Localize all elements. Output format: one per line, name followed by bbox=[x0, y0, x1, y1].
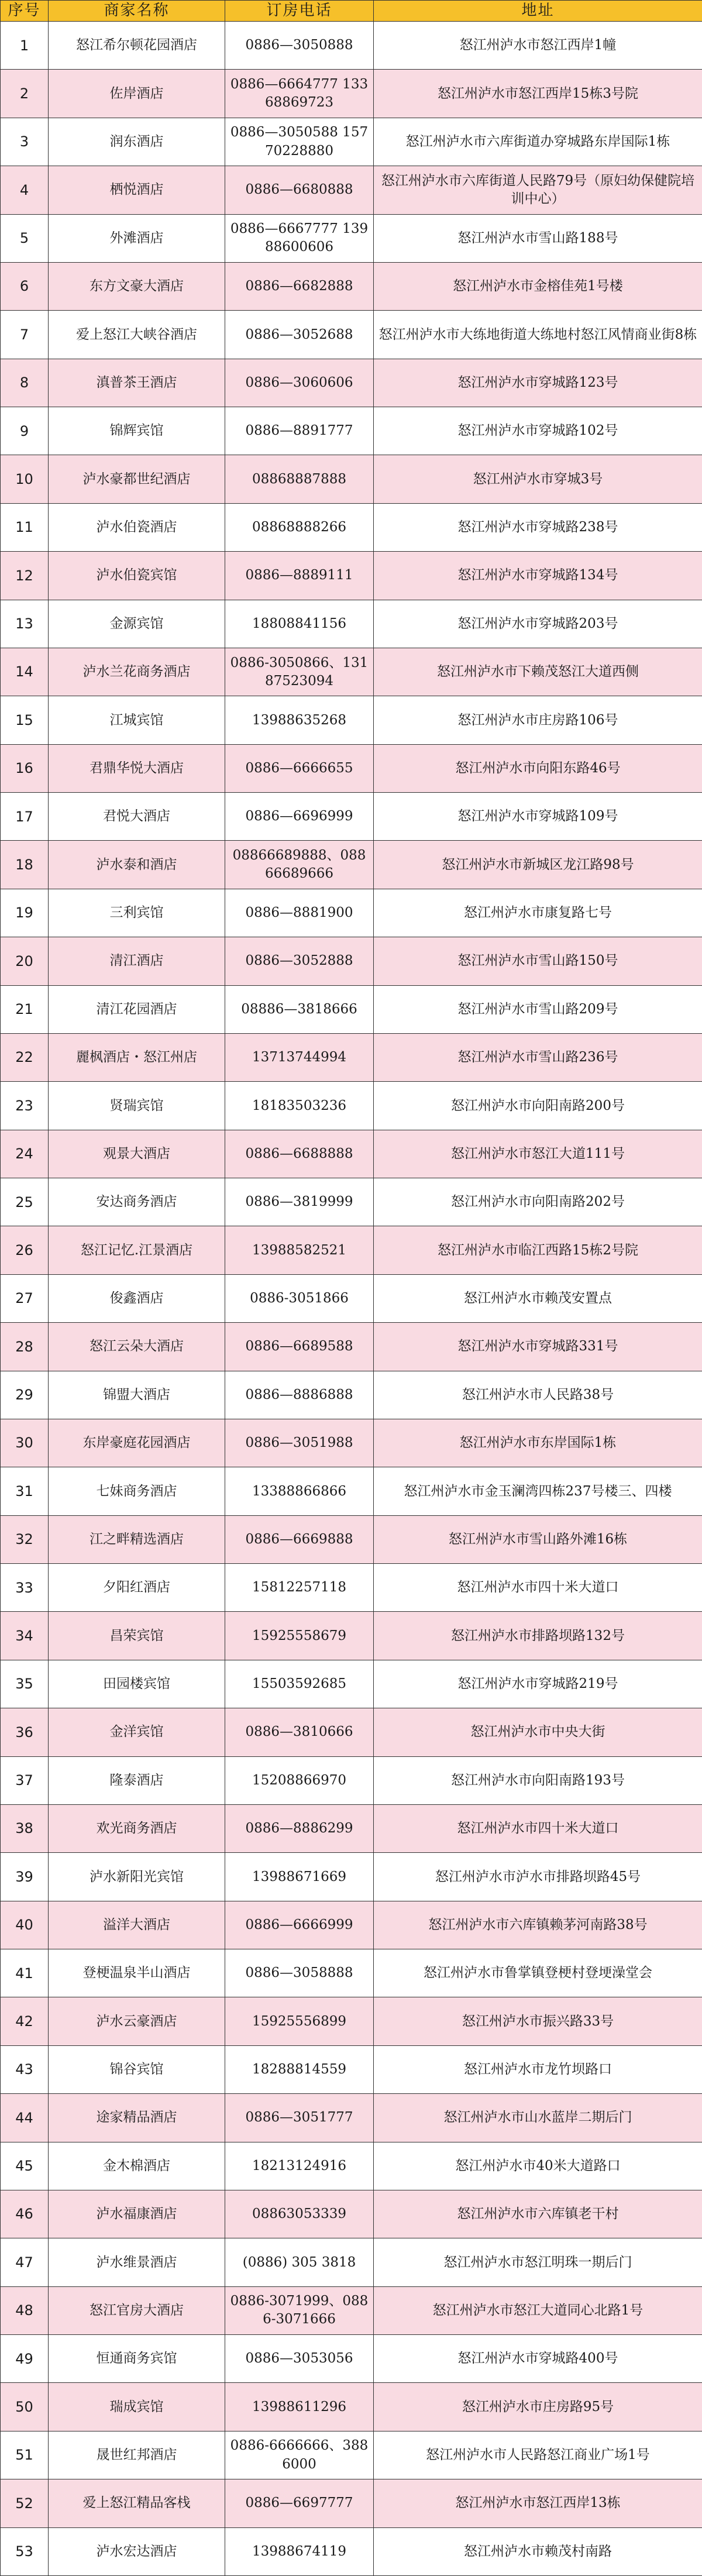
cell-phone: 13988611296 bbox=[225, 2383, 374, 2431]
table-row bbox=[1, 985, 702, 1033]
table-row bbox=[1, 2142, 702, 2190]
cell-address: 怒江州泸水市怒江西岸1幢 bbox=[374, 22, 702, 70]
cell-name: 佐岸酒店 bbox=[49, 70, 225, 118]
cell-name: 爱上怒江大峡谷酒店 bbox=[49, 311, 225, 359]
table-row bbox=[1, 1997, 702, 2045]
cell-name: 登梗温泉半山酒店 bbox=[49, 1949, 225, 1997]
cell-seq: 7 bbox=[1, 311, 49, 359]
cell-name: 清江花园酒店 bbox=[49, 985, 225, 1033]
cell-phone: 13988671669 bbox=[225, 1853, 374, 1901]
cell-name: 君悦大酒店 bbox=[49, 793, 225, 841]
table-row bbox=[1, 2335, 702, 2383]
table-row bbox=[1, 359, 702, 407]
cell-address: 怒江州泸水市雪山路188号 bbox=[374, 214, 702, 262]
table-row bbox=[1, 22, 702, 70]
cell-seq: 33 bbox=[1, 1564, 49, 1612]
cell-name: 怒江云朵大酒店 bbox=[49, 1323, 225, 1371]
table-header bbox=[1, 1, 702, 22]
cell-address: 怒江州泸水市雪山路209号 bbox=[374, 985, 702, 1033]
cell-seq: 8 bbox=[1, 359, 49, 407]
cell-name: 泸水维景酒店 bbox=[49, 2238, 225, 2286]
cell-seq: 14 bbox=[1, 648, 49, 696]
cell-phone: 08863053339 bbox=[225, 2190, 374, 2238]
cell-name: 晟世红邦酒店 bbox=[49, 2431, 225, 2479]
cell-phone: 0886-6666666、3886000 bbox=[225, 2431, 374, 2479]
cell-address: 怒江州泸水市东岸国际1栋 bbox=[374, 1419, 702, 1467]
cell-address: 怒江州泸水市新城区龙江路98号 bbox=[374, 841, 702, 889]
table-row bbox=[1, 166, 702, 214]
table-row bbox=[1, 1949, 702, 1997]
header-address: 地址 bbox=[374, 1, 702, 22]
cell-name: 江城宾馆 bbox=[49, 696, 225, 744]
cell-name: 安达商务酒店 bbox=[49, 1178, 225, 1226]
cell-seq: 29 bbox=[1, 1371, 49, 1419]
cell-name: 泸水伯瓷宾馆 bbox=[49, 552, 225, 600]
table-row bbox=[1, 262, 702, 310]
cell-seq: 15 bbox=[1, 696, 49, 744]
table-row bbox=[1, 1612, 702, 1660]
table-row bbox=[1, 1323, 702, 1371]
cell-address: 怒江州泸水市向阳东路46号 bbox=[374, 744, 702, 792]
cell-phone: 18288814559 bbox=[225, 2045, 374, 2093]
cell-seq: 2 bbox=[1, 70, 49, 118]
table-row bbox=[1, 600, 702, 648]
table-row bbox=[1, 648, 702, 696]
cell-address: 怒江州泸水市穿城路123号 bbox=[374, 359, 702, 407]
cell-seq: 31 bbox=[1, 1467, 49, 1515]
cell-phone: 0886—6666655 bbox=[225, 744, 374, 792]
table-row bbox=[1, 1419, 702, 1467]
cell-address: 怒江州泸水市下赖茂怒江大道西侧 bbox=[374, 648, 702, 696]
cell-address: 怒江州泸水市鲁掌镇登梗村登埂澡堂会 bbox=[374, 1949, 702, 1997]
cell-phone: 0886—6697777 bbox=[225, 2479, 374, 2527]
cell-phone: 0886—3819999 bbox=[225, 1178, 374, 1226]
cell-seq: 47 bbox=[1, 2238, 49, 2286]
cell-name: 金源宾馆 bbox=[49, 600, 225, 648]
cell-seq: 42 bbox=[1, 1997, 49, 2045]
table-row bbox=[1, 889, 702, 937]
cell-phone: 0886—3052888 bbox=[225, 937, 374, 985]
cell-address: 怒江州泸水市穿城路238号 bbox=[374, 503, 702, 551]
cell-phone: (0886) 305 3818 bbox=[225, 2238, 374, 2286]
table-row bbox=[1, 1033, 702, 1081]
cell-phone: 0886—3053056 bbox=[225, 2335, 374, 2383]
cell-seq: 43 bbox=[1, 2045, 49, 2093]
cell-name: 泸水宏达酒店 bbox=[49, 2527, 225, 2575]
cell-name: 金木棉酒店 bbox=[49, 2142, 225, 2190]
cell-name: 锦谷宾馆 bbox=[49, 2045, 225, 2093]
cell-address: 怒江州泸水市人民路38号 bbox=[374, 1371, 702, 1419]
table-row bbox=[1, 2045, 702, 2093]
cell-address: 怒江州泸水市振兴路33号 bbox=[374, 1997, 702, 2045]
cell-name: 昌荣宾馆 bbox=[49, 1612, 225, 1660]
cell-seq: 34 bbox=[1, 1612, 49, 1660]
cell-phone: 0886—8886299 bbox=[225, 1804, 374, 1852]
cell-name: 泸水豪都世纪酒店 bbox=[49, 455, 225, 503]
cell-name: 润东酒店 bbox=[49, 118, 225, 166]
cell-seq: 53 bbox=[1, 2527, 49, 2575]
cell-name: 锦盟大酒店 bbox=[49, 1371, 225, 1419]
cell-name: 君鼎华悦大酒店 bbox=[49, 744, 225, 792]
cell-phone: 08868887888 bbox=[225, 455, 374, 503]
cell-phone: 13988674119 bbox=[225, 2527, 374, 2575]
cell-seq: 9 bbox=[1, 407, 49, 455]
cell-address: 怒江州泸水市六库镇赖茅河南路38号 bbox=[374, 1901, 702, 1949]
cell-name: 贤瑞宾馆 bbox=[49, 1082, 225, 1130]
cell-phone: 0886—6666999 bbox=[225, 1901, 374, 1949]
cell-seq: 16 bbox=[1, 744, 49, 792]
cell-name: 滇普茶王酒店 bbox=[49, 359, 225, 407]
cell-seq: 19 bbox=[1, 889, 49, 937]
table-row bbox=[1, 744, 702, 792]
cell-address: 怒江州泸水市六库街道办穿城路东岸国际1栋 bbox=[374, 118, 702, 166]
table-row bbox=[1, 214, 702, 262]
cell-seq: 32 bbox=[1, 1515, 49, 1563]
table-row bbox=[1, 937, 702, 985]
cell-address: 怒江州泸水市穿城路400号 bbox=[374, 2335, 702, 2383]
table-row bbox=[1, 1660, 702, 1708]
table-row bbox=[1, 793, 702, 841]
cell-name: 锦辉宾馆 bbox=[49, 407, 225, 455]
table-row bbox=[1, 1371, 702, 1419]
cell-name: 观景大酒店 bbox=[49, 1130, 225, 1178]
cell-name: 爱上怒江精品客栈 bbox=[49, 2479, 225, 2527]
cell-seq: 28 bbox=[1, 1323, 49, 1371]
cell-address: 怒江州泸水市穿城路109号 bbox=[374, 793, 702, 841]
cell-address: 怒江州泸水市大练地街道大练地村怒江风情商业街8栋 bbox=[374, 311, 702, 359]
cell-seq: 11 bbox=[1, 503, 49, 551]
cell-seq: 12 bbox=[1, 552, 49, 600]
cell-address: 怒江州泸水市穿城路102号 bbox=[374, 407, 702, 455]
cell-phone: 15812257118 bbox=[225, 1564, 374, 1612]
cell-name: 东方文豪大酒店 bbox=[49, 262, 225, 310]
table-row bbox=[1, 1274, 702, 1322]
cell-seq: 36 bbox=[1, 1708, 49, 1756]
cell-seq: 49 bbox=[1, 2335, 49, 2383]
cell-seq: 37 bbox=[1, 1756, 49, 1804]
cell-address: 怒江州泸水市金榕佳苑1号楼 bbox=[374, 262, 702, 310]
cell-name: 田园楼宾馆 bbox=[49, 1660, 225, 1708]
cell-phone: 0886—3058888 bbox=[225, 1949, 374, 1997]
table-row bbox=[1, 70, 702, 118]
cell-address: 怒江州泸水市六库街道人民路79号（原妇幼保健院培训中心） bbox=[374, 166, 702, 214]
cell-name: 泸水泰和酒店 bbox=[49, 841, 225, 889]
cell-phone: 0886-3050866、13187523094 bbox=[225, 648, 374, 696]
cell-phone: 13988635268 bbox=[225, 696, 374, 744]
cell-address: 怒江州泸水市临江西路15栋2号院 bbox=[374, 1226, 702, 1274]
cell-address: 怒江州泸水市山水蓝岸二期后门 bbox=[374, 2094, 702, 2142]
cell-phone: 15925556899 bbox=[225, 1997, 374, 2045]
cell-address: 怒江州泸水市庄房路106号 bbox=[374, 696, 702, 744]
cell-address: 怒江州泸水市金玉澜湾四栋237号楼三、四楼 bbox=[374, 1467, 702, 1515]
table-row bbox=[1, 1226, 702, 1274]
cell-seq: 44 bbox=[1, 2094, 49, 2142]
table-row bbox=[1, 2238, 702, 2286]
table-row bbox=[1, 1708, 702, 1756]
cell-seq: 51 bbox=[1, 2431, 49, 2479]
cell-phone: 13388866866 bbox=[225, 1467, 374, 1515]
cell-name: 怒江官房大酒店 bbox=[49, 2286, 225, 2334]
cell-phone: 0886—3050588 15770228880 bbox=[225, 118, 374, 166]
cell-seq: 45 bbox=[1, 2142, 49, 2190]
table-row bbox=[1, 841, 702, 889]
cell-seq: 38 bbox=[1, 1804, 49, 1852]
cell-phone: 0886—6669888 bbox=[225, 1515, 374, 1563]
cell-address: 怒江州泸水市庄房路95号 bbox=[374, 2383, 702, 2431]
table-row bbox=[1, 2286, 702, 2334]
cell-seq: 52 bbox=[1, 2479, 49, 2527]
table-body bbox=[1, 22, 702, 2576]
cell-name: 金洋宾馆 bbox=[49, 1708, 225, 1756]
cell-name: 怒江记忆.江景酒店 bbox=[49, 1226, 225, 1274]
cell-name: 途家精品酒店 bbox=[49, 2094, 225, 2142]
cell-address: 怒江州泸水市泸水市排路坝路45号 bbox=[374, 1853, 702, 1901]
cell-address: 怒江州泸水市赖茂村南路 bbox=[374, 2527, 702, 2575]
cell-name: 泸水云豪酒店 bbox=[49, 1997, 225, 2045]
cell-address: 怒江州泸水市雪山路150号 bbox=[374, 937, 702, 985]
cell-phone: 0886—3810666 bbox=[225, 1708, 374, 1756]
cell-address: 怒江州泸水市人民路怒江商业广场1号 bbox=[374, 2431, 702, 2479]
table-row bbox=[1, 1130, 702, 1178]
cell-address: 怒江州泸水市向阳南路193号 bbox=[374, 1756, 702, 1804]
cell-name: 怒江希尔顿花园酒店 bbox=[49, 22, 225, 70]
cell-name: 泸水伯瓷酒店 bbox=[49, 503, 225, 551]
cell-phone: 0886—8881900 bbox=[225, 889, 374, 937]
cell-address: 怒江州泸水市四十米大道口 bbox=[374, 1804, 702, 1852]
cell-seq: 18 bbox=[1, 841, 49, 889]
table-row bbox=[1, 1853, 702, 1901]
cell-name: 俊鑫酒店 bbox=[49, 1274, 225, 1322]
cell-seq: 1 bbox=[1, 22, 49, 70]
cell-seq: 48 bbox=[1, 2286, 49, 2334]
cell-seq: 35 bbox=[1, 1660, 49, 1708]
table-row bbox=[1, 1178, 702, 1226]
cell-phone: 0886—6680888 bbox=[225, 166, 374, 214]
cell-name: 三利宾馆 bbox=[49, 889, 225, 937]
cell-address: 怒江州泸水市雪山路外滩16栋 bbox=[374, 1515, 702, 1563]
table-row bbox=[1, 1804, 702, 1852]
cell-phone: 0886—6688888 bbox=[225, 1130, 374, 1178]
cell-phone: 0886—8889111 bbox=[225, 552, 374, 600]
cell-address: 怒江州泸水市赖茂安置点 bbox=[374, 1274, 702, 1322]
cell-address: 怒江州泸水市排路坝路132号 bbox=[374, 1612, 702, 1660]
table-row bbox=[1, 118, 702, 166]
cell-address: 怒江州泸水市怒江西岸13栋 bbox=[374, 2479, 702, 2527]
cell-seq: 25 bbox=[1, 1178, 49, 1226]
cell-seq: 5 bbox=[1, 214, 49, 262]
cell-phone: 18183503236 bbox=[225, 1082, 374, 1130]
cell-phone: 08886—3818666 bbox=[225, 985, 374, 1033]
cell-phone: 0886—3050888 bbox=[225, 22, 374, 70]
cell-phone: 0886-3071999、0886-3071666 bbox=[225, 2286, 374, 2334]
cell-phone: 0886-3051866 bbox=[225, 1274, 374, 1322]
table-row bbox=[1, 2383, 702, 2431]
header-row bbox=[1, 1, 702, 22]
cell-name: 栖悦酒店 bbox=[49, 166, 225, 214]
cell-address: 怒江州泸水市怒江西岸15栋3号院 bbox=[374, 70, 702, 118]
table-row bbox=[1, 1467, 702, 1515]
cell-seq: 30 bbox=[1, 1419, 49, 1467]
cell-phone: 0886—3051777 bbox=[225, 2094, 374, 2142]
cell-address: 怒江州泸水市怒江明珠一期后门 bbox=[374, 2238, 702, 2286]
cell-name: 清江酒店 bbox=[49, 937, 225, 985]
cell-name: 泸水福康酒店 bbox=[49, 2190, 225, 2238]
cell-name: 东岸豪庭花园酒店 bbox=[49, 1419, 225, 1467]
header-name: 商家名称 bbox=[49, 1, 225, 22]
cell-phone: 15503592685 bbox=[225, 1660, 374, 1708]
table-row bbox=[1, 2527, 702, 2575]
cell-seq: 22 bbox=[1, 1033, 49, 1081]
cell-seq: 17 bbox=[1, 793, 49, 841]
cell-name: 瑞成宾馆 bbox=[49, 2383, 225, 2431]
cell-seq: 13 bbox=[1, 600, 49, 648]
table-row bbox=[1, 1756, 702, 1804]
cell-address: 怒江州泸水市四十米大道口 bbox=[374, 1564, 702, 1612]
cell-phone: 18213124916 bbox=[225, 2142, 374, 2190]
cell-seq: 26 bbox=[1, 1226, 49, 1274]
cell-phone: 18808841156 bbox=[225, 600, 374, 648]
table-row bbox=[1, 2431, 702, 2479]
cell-name: 七妹商务酒店 bbox=[49, 1467, 225, 1515]
cell-name: 夕阳红酒店 bbox=[49, 1564, 225, 1612]
cell-name: 泸水兰花商务酒店 bbox=[49, 648, 225, 696]
header-seq: 序号 bbox=[1, 1, 49, 22]
cell-address: 怒江州泸水市怒江大道同心北路1号 bbox=[374, 2286, 702, 2334]
table-row bbox=[1, 455, 702, 503]
cell-phone: 15208866970 bbox=[225, 1756, 374, 1804]
cell-seq: 41 bbox=[1, 1949, 49, 1997]
cell-seq: 24 bbox=[1, 1130, 49, 1178]
cell-address: 怒江州泸水市雪山路236号 bbox=[374, 1033, 702, 1081]
table-row bbox=[1, 696, 702, 744]
cell-name: 隆泰酒店 bbox=[49, 1756, 225, 1804]
cell-address: 怒江州泸水市穿城路331号 bbox=[374, 1323, 702, 1371]
cell-address: 怒江州泸水市中央大街 bbox=[374, 1708, 702, 1756]
cell-address: 怒江州泸水市向阳南路202号 bbox=[374, 1178, 702, 1226]
cell-name: 恒通商务宾馆 bbox=[49, 2335, 225, 2383]
table-row bbox=[1, 552, 702, 600]
cell-name: 江之畔精选酒店 bbox=[49, 1515, 225, 1563]
cell-address: 怒江州泸水市康复路七号 bbox=[374, 889, 702, 937]
cell-seq: 3 bbox=[1, 118, 49, 166]
cell-seq: 39 bbox=[1, 1853, 49, 1901]
cell-name: 外滩酒店 bbox=[49, 214, 225, 262]
cell-phone: 0886—3052688 bbox=[225, 311, 374, 359]
cell-name: 泸水新阳光宾馆 bbox=[49, 1853, 225, 1901]
cell-seq: 4 bbox=[1, 166, 49, 214]
cell-phone: 0886—3051988 bbox=[225, 1419, 374, 1467]
cell-address: 怒江州泸水市向阳南路200号 bbox=[374, 1082, 702, 1130]
cell-address: 怒江州泸水市穿城3号 bbox=[374, 455, 702, 503]
table-row bbox=[1, 1515, 702, 1563]
cell-address: 怒江州泸水市40米大道路口 bbox=[374, 2142, 702, 2190]
cell-address: 怒江州泸水市怒江大道111号 bbox=[374, 1130, 702, 1178]
cell-name: 麗枫酒店・怒江州店 bbox=[49, 1033, 225, 1081]
cell-seq: 46 bbox=[1, 2190, 49, 2238]
table-row bbox=[1, 2094, 702, 2142]
cell-phone: 15925558679 bbox=[225, 1612, 374, 1660]
cell-address: 怒江州泸水市穿城路219号 bbox=[374, 1660, 702, 1708]
cell-seq: 20 bbox=[1, 937, 49, 985]
table-row bbox=[1, 503, 702, 551]
cell-phone: 0886—6664777 13368869723 bbox=[225, 70, 374, 118]
cell-address: 怒江州泸水市穿城路203号 bbox=[374, 600, 702, 648]
cell-seq: 23 bbox=[1, 1082, 49, 1130]
table-row bbox=[1, 2190, 702, 2238]
table-row bbox=[1, 1901, 702, 1949]
cell-phone: 13988582521 bbox=[225, 1226, 374, 1274]
cell-phone: 0886—8891777 bbox=[225, 407, 374, 455]
cell-seq: 10 bbox=[1, 455, 49, 503]
cell-seq: 50 bbox=[1, 2383, 49, 2431]
table-row bbox=[1, 407, 702, 455]
cell-phone: 08866689888、08866689666 bbox=[225, 841, 374, 889]
cell-phone: 0886—6696999 bbox=[225, 793, 374, 841]
table-row bbox=[1, 311, 702, 359]
cell-phone: 13713744994 bbox=[225, 1033, 374, 1081]
cell-phone: 0886—6682888 bbox=[225, 262, 374, 310]
cell-phone: 0886—6689588 bbox=[225, 1323, 374, 1371]
cell-seq: 6 bbox=[1, 262, 49, 310]
table-row bbox=[1, 1564, 702, 1612]
header-phone: 订房电话 bbox=[225, 1, 374, 22]
cell-name: 溢洋大酒店 bbox=[49, 1901, 225, 1949]
cell-phone: 0886—3060606 bbox=[225, 359, 374, 407]
table-row bbox=[1, 2479, 702, 2527]
cell-seq: 27 bbox=[1, 1274, 49, 1322]
cell-address: 怒江州泸水市六库镇老干村 bbox=[374, 2190, 702, 2238]
cell-phone: 0886—6667777 13988600606 bbox=[225, 214, 374, 262]
cell-seq: 21 bbox=[1, 985, 49, 1033]
cell-name: 欢光商务酒店 bbox=[49, 1804, 225, 1852]
cell-address: 怒江州泸水市龙竹坝路口 bbox=[374, 2045, 702, 2093]
cell-phone: 08868888266 bbox=[225, 503, 374, 551]
table-row bbox=[1, 1082, 702, 1130]
cell-phone: 0886—8886888 bbox=[225, 1371, 374, 1419]
cell-seq: 40 bbox=[1, 1901, 49, 1949]
cell-address: 怒江州泸水市穿城路134号 bbox=[374, 552, 702, 600]
